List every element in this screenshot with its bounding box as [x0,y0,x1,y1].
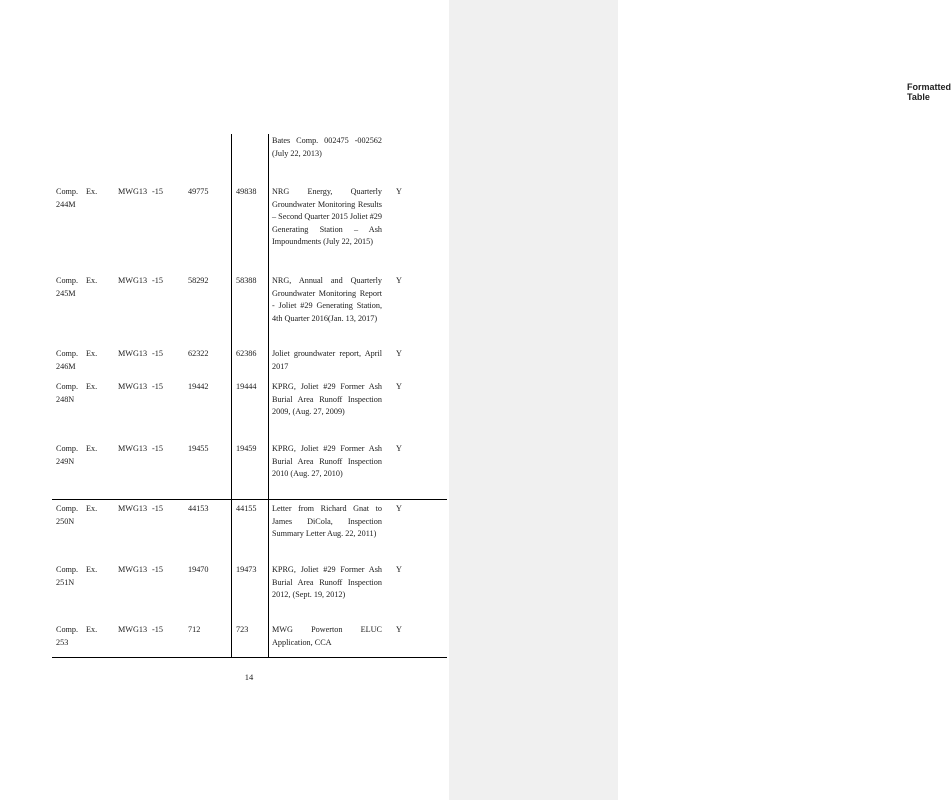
admitted-flag: Y [396,187,402,196]
table-bottom-border [52,657,447,658]
admitted-flag: Y [396,444,402,453]
bates-suffix: -15 [152,625,163,634]
exhibit-description: Joliet groundwater report, April 2017 [272,349,382,371]
exhibit-label: Comp. [56,444,79,453]
bates-suffix: -15 [152,187,163,196]
ex-label: Ex. [86,625,98,634]
admitted-flag: Y [396,625,402,634]
bates-prefix: MWG13 [118,625,148,634]
bates-end: 44155 [236,504,257,513]
exhibit-description: Letter from Richard Gnat to James DiCola, Inspection Summary Letter Aug. 22, 2011) [272,504,382,539]
bates-suffix: -15 [152,444,163,453]
bates-suffix: -15 [152,276,163,285]
exhibit-id: 245M [56,288,76,298]
row-separator [52,499,447,500]
bates-end: 19444 [236,382,257,391]
exhibit-label: Comp. [56,276,79,285]
ex-label: Ex. [86,382,98,391]
exhibit-description: KPRG, Joliet #29 Former Ash Burial Area Runoff Inspection 2009, (Aug. 27, 2009) [272,382,382,417]
bates-prefix: MWG13 [118,444,148,453]
exhibit-description: KPRG, Joliet #29 Former Ash Burial Area Runoff Inspection 2012, (Sept. 19, 2012) [272,565,382,600]
ex-label: Ex. [86,187,98,196]
bates-suffix: -15 [152,349,163,358]
bates-begin: 712 [188,625,201,634]
admitted-flag: Y [396,349,402,358]
bates-prefix: MWG13 [118,187,148,196]
page-number: 14 [244,672,254,682]
exhibit-description: NRG, Annual and Quarterly Groundwater Monitoring Report - Joliet #29 Generating Station, 4th Quarter 2016(Jan. 13, 2017) [272,276,382,323]
admitted-flag: Y [396,504,402,513]
bates-begin: 19470 [188,565,209,574]
ex-label: Ex. [86,444,98,453]
bates-end: 19473 [236,565,257,574]
bates-suffix: -15 [152,565,163,574]
ex-label: Ex. [86,276,98,285]
table-divider-left [231,134,232,657]
exhibit-id: 244M [56,199,76,209]
exhibit-label: Comp. [56,625,79,634]
bates-end: 19459 [236,444,257,453]
bates-prefix: MWG13 [118,565,148,574]
exhibit-label: Comp. [56,504,79,513]
bates-begin: 49775 [188,187,209,196]
formatted-table-label: Formatted Table [907,82,951,102]
exhibit-description: MWG Powerton ELUC Application, CCA [272,625,382,647]
continuation-description: Bates Comp. 002475 -002562 (July 22, 2013) [272,136,382,158]
exhibit-description: KPRG, Joliet #29 Former Ash Burial Area Runoff Inspection 2010 (Aug. 27, 2010) [272,444,382,479]
exhibit-label: Comp. [56,187,79,196]
bates-suffix: -15 [152,382,163,391]
bates-begin: 62322 [188,349,209,358]
ex-label: Ex. [86,504,98,513]
exhibit-id: 251N [56,577,75,587]
bates-prefix: MWG13 [118,504,148,513]
bates-suffix: -15 [152,504,163,513]
exhibit-id: 253 [56,637,69,647]
bates-end: 49838 [236,187,257,196]
ex-label: Ex. [86,565,98,574]
bates-end: 723 [236,625,249,634]
admitted-flag: Y [396,276,402,285]
exhibit-label: Comp. [56,565,79,574]
exhibit-id: 250N [56,516,75,526]
bates-begin: 19455 [188,444,209,453]
exhibit-label: Comp. [56,349,79,358]
table-divider-right [268,134,269,657]
bates-begin: 19442 [188,382,209,391]
admitted-flag: Y [396,382,402,391]
bates-prefix: MWG13 [118,276,148,285]
ex-label: Ex. [86,349,98,358]
bates-end: 58388 [236,276,257,285]
admitted-flag: Y [396,565,402,574]
exhibit-label: Comp. [56,382,79,391]
exhibit-id: 249N [56,456,75,466]
bates-prefix: MWG13 [118,382,148,391]
bates-prefix: MWG13 [118,349,148,358]
exhibit-description: NRG Energy, Quarterly Groundwater Monitoring Results – Second Quarter 2015 Joliet #29 Generating Station – Ash Impoundments (July 22, 2015) [272,187,382,247]
bates-begin: 58292 [188,276,209,285]
exhibit-id: 248N [56,394,75,404]
bates-begin: 44153 [188,504,209,513]
bates-end: 62386 [236,349,257,358]
exhibit-id: 246M [56,361,76,371]
